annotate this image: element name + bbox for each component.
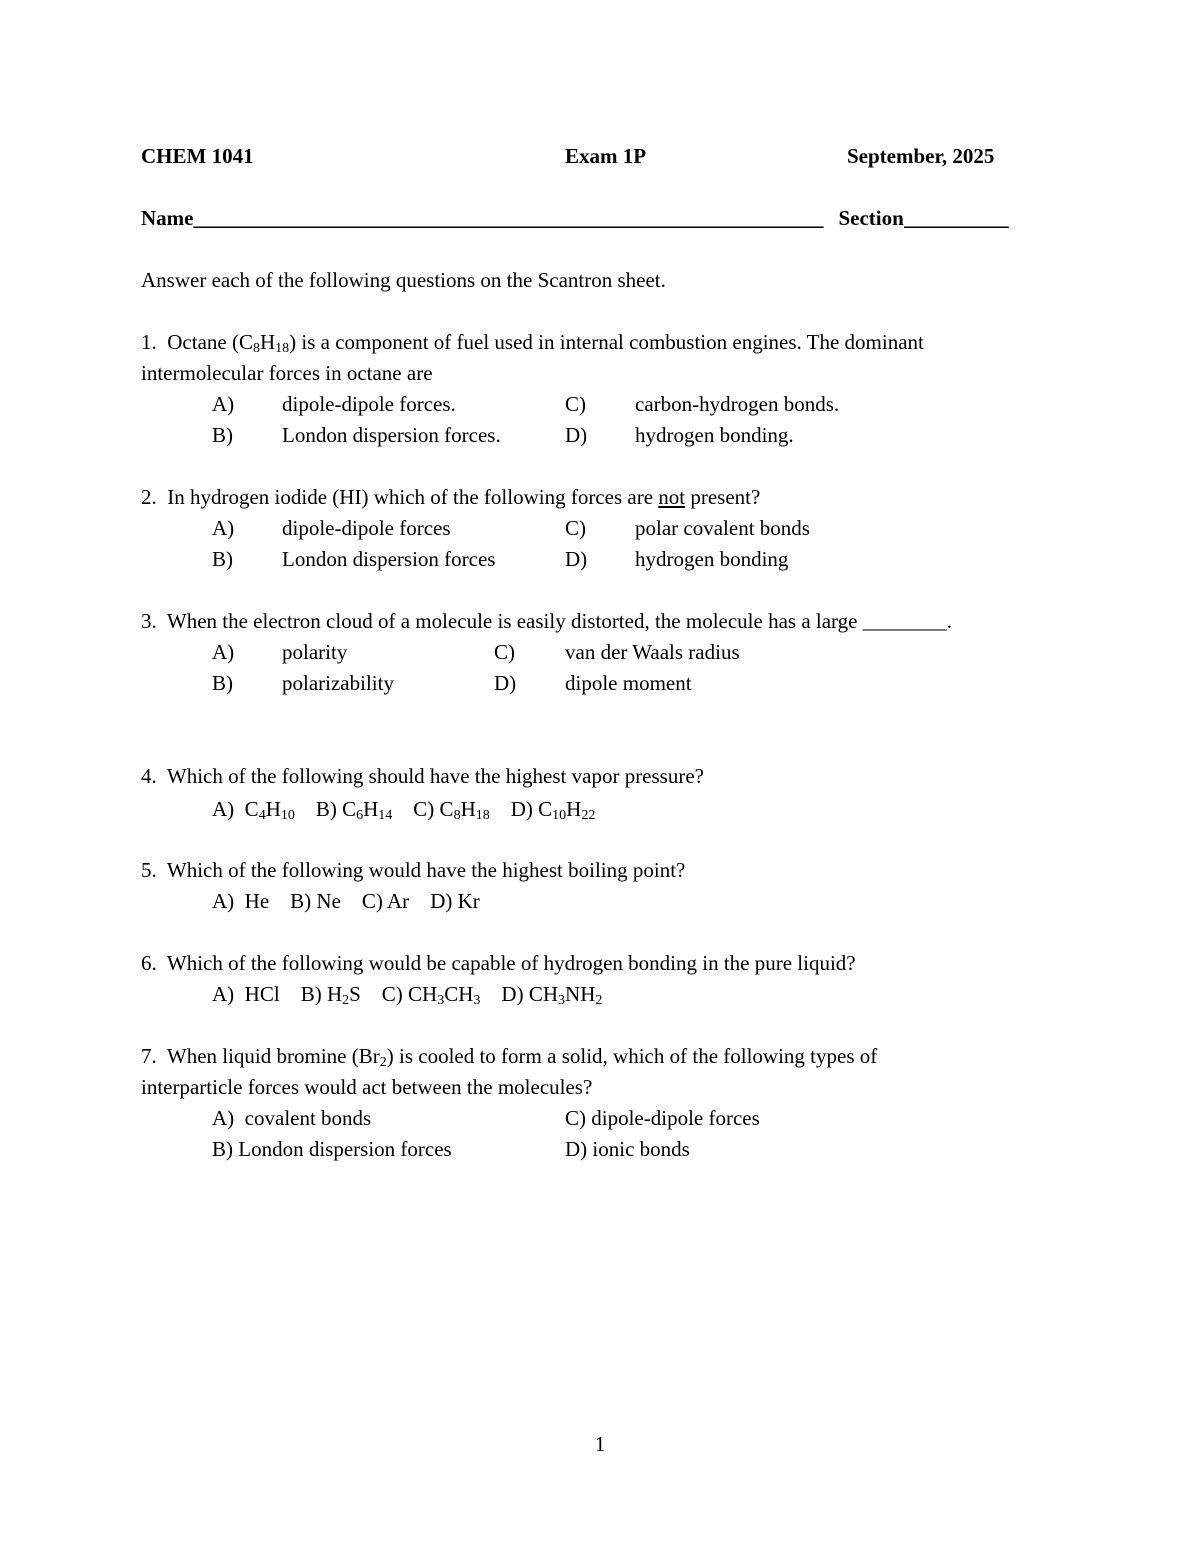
option-text: dipole moment: [565, 671, 692, 695]
option: [565, 1134, 690, 1165]
section-blank: __________: [903, 206, 1009, 230]
question-number: 2.: [141, 485, 157, 509]
question-text-line2: interparticle forces would act between the molecules?: [141, 1075, 593, 1099]
option-letter: A): [212, 640, 235, 664]
option: [212, 1103, 371, 1134]
question-text: 5. Which of the following would have the highest boiling point?: [141, 858, 686, 882]
option-letter: A): [212, 889, 235, 913]
option-letter: D): [510, 797, 533, 821]
section-label: Section: [838, 206, 904, 230]
option-letter: D): [565, 1137, 588, 1161]
name-blank: ____________________________________________________________: [193, 206, 824, 230]
option-letter: D): [565, 423, 588, 447]
option-text: dipole-dipole forces: [282, 516, 451, 540]
option-text: ionic bonds: [592, 1137, 690, 1161]
name-line: [141, 203, 1022, 234]
option-text: covalent bonds: [244, 1106, 372, 1130]
option-letter: C): [565, 392, 586, 416]
option-text: polarity: [282, 640, 348, 664]
option-letter: B): [212, 1137, 233, 1161]
emphasis-not: not: [658, 485, 686, 509]
name-label: Name: [141, 206, 194, 230]
option-letter: A): [212, 516, 235, 540]
option-letter: C): [565, 516, 586, 540]
option: [212, 1134, 452, 1165]
options-inline: A) HCl B) $H_2S$ C) $CH_3CH_3$ D) $CH_3NH_2$: [212, 982, 603, 1008]
course-code: CHEM 1041: [141, 144, 254, 168]
option-letter: B): [212, 547, 233, 571]
option-text: London dispersion forces: [282, 547, 496, 571]
option-letter: B): [212, 671, 233, 695]
option-letter: C): [494, 640, 515, 664]
option-letter: C): [361, 889, 383, 913]
option-letter: D): [430, 889, 453, 913]
option-letter: A): [212, 1106, 235, 1130]
option-letter: A): [212, 392, 235, 416]
option-text: London dispersion forces: [238, 1137, 452, 1161]
option-letter: B): [315, 797, 337, 821]
question-number: 6.: [141, 951, 157, 975]
option-letter: B): [212, 423, 233, 447]
instructions: Answer each of the following questions on the Scantron sheet.: [141, 268, 666, 292]
option-text: polar covalent bonds: [635, 516, 810, 540]
question-number: 3.: [141, 609, 157, 633]
page-number: 1: [594, 1432, 606, 1456]
option-text: polarizability: [282, 671, 394, 695]
question-number: 4.: [141, 764, 157, 788]
option-text: dipole-dipole forces.: [282, 392, 456, 416]
option-letter: B): [290, 889, 312, 913]
option-text: hydrogen bonding: [635, 547, 789, 571]
option-letter: C): [413, 797, 435, 821]
question-text: 1. Octane $(C_8H_{18})$ is a component of fuel used in internal combustion engines. The dominant: [141, 330, 924, 356]
option-letter: A): [212, 982, 235, 1006]
question-number: 1.: [141, 330, 157, 354]
option-letter: C): [565, 1106, 586, 1130]
exam-title: Exam 1P: [565, 144, 647, 168]
question-text: 6. Which of the following would be capable of hydrogen bonding in the pure liquid?: [141, 951, 856, 975]
question-text: 3. When the electron cloud of a molecule is easily distorted, the molecule has a large ________.: [141, 609, 952, 633]
options-inline: A) He B) Ne C) Ar D) Kr: [212, 889, 480, 913]
option-text: van der Waals radius: [565, 640, 740, 664]
option-text: London dispersion forces.: [282, 423, 501, 447]
option-letter: A): [212, 797, 235, 821]
option-letter: C): [381, 982, 403, 1006]
question-text: 2. In hydrogen iodide (HI) which of the following forces are not present?: [141, 485, 761, 509]
option-letter: D): [565, 547, 588, 571]
option-letter: B): [300, 982, 322, 1006]
option: [565, 1103, 760, 1134]
question-text: 7. When liquid bromine $(Br_2)$ is cooled to form a solid, which of the following types of: [141, 1044, 878, 1070]
options-inline: A) $C_4H_{10}$ B) $C_6H_{14}$ C) $C_8H_{18}$ D) $C_{10}H_{22}$: [212, 797, 596, 823]
exam-date: September, 2025: [847, 144, 995, 168]
option-text: hydrogen bonding.: [635, 423, 794, 447]
option-letter: D): [494, 671, 517, 695]
option-text: dipole-dipole forces: [591, 1106, 760, 1130]
question-text-line2: intermolecular forces in octane are: [141, 361, 433, 385]
option-text: carbon-hydrogen bonds.: [635, 392, 840, 416]
option-letter: D): [501, 982, 524, 1006]
question-text: 4. Which of the following should have the highest vapor pressure?: [141, 764, 704, 788]
question-number: 7.: [141, 1044, 157, 1068]
question-number: 5.: [141, 858, 157, 882]
